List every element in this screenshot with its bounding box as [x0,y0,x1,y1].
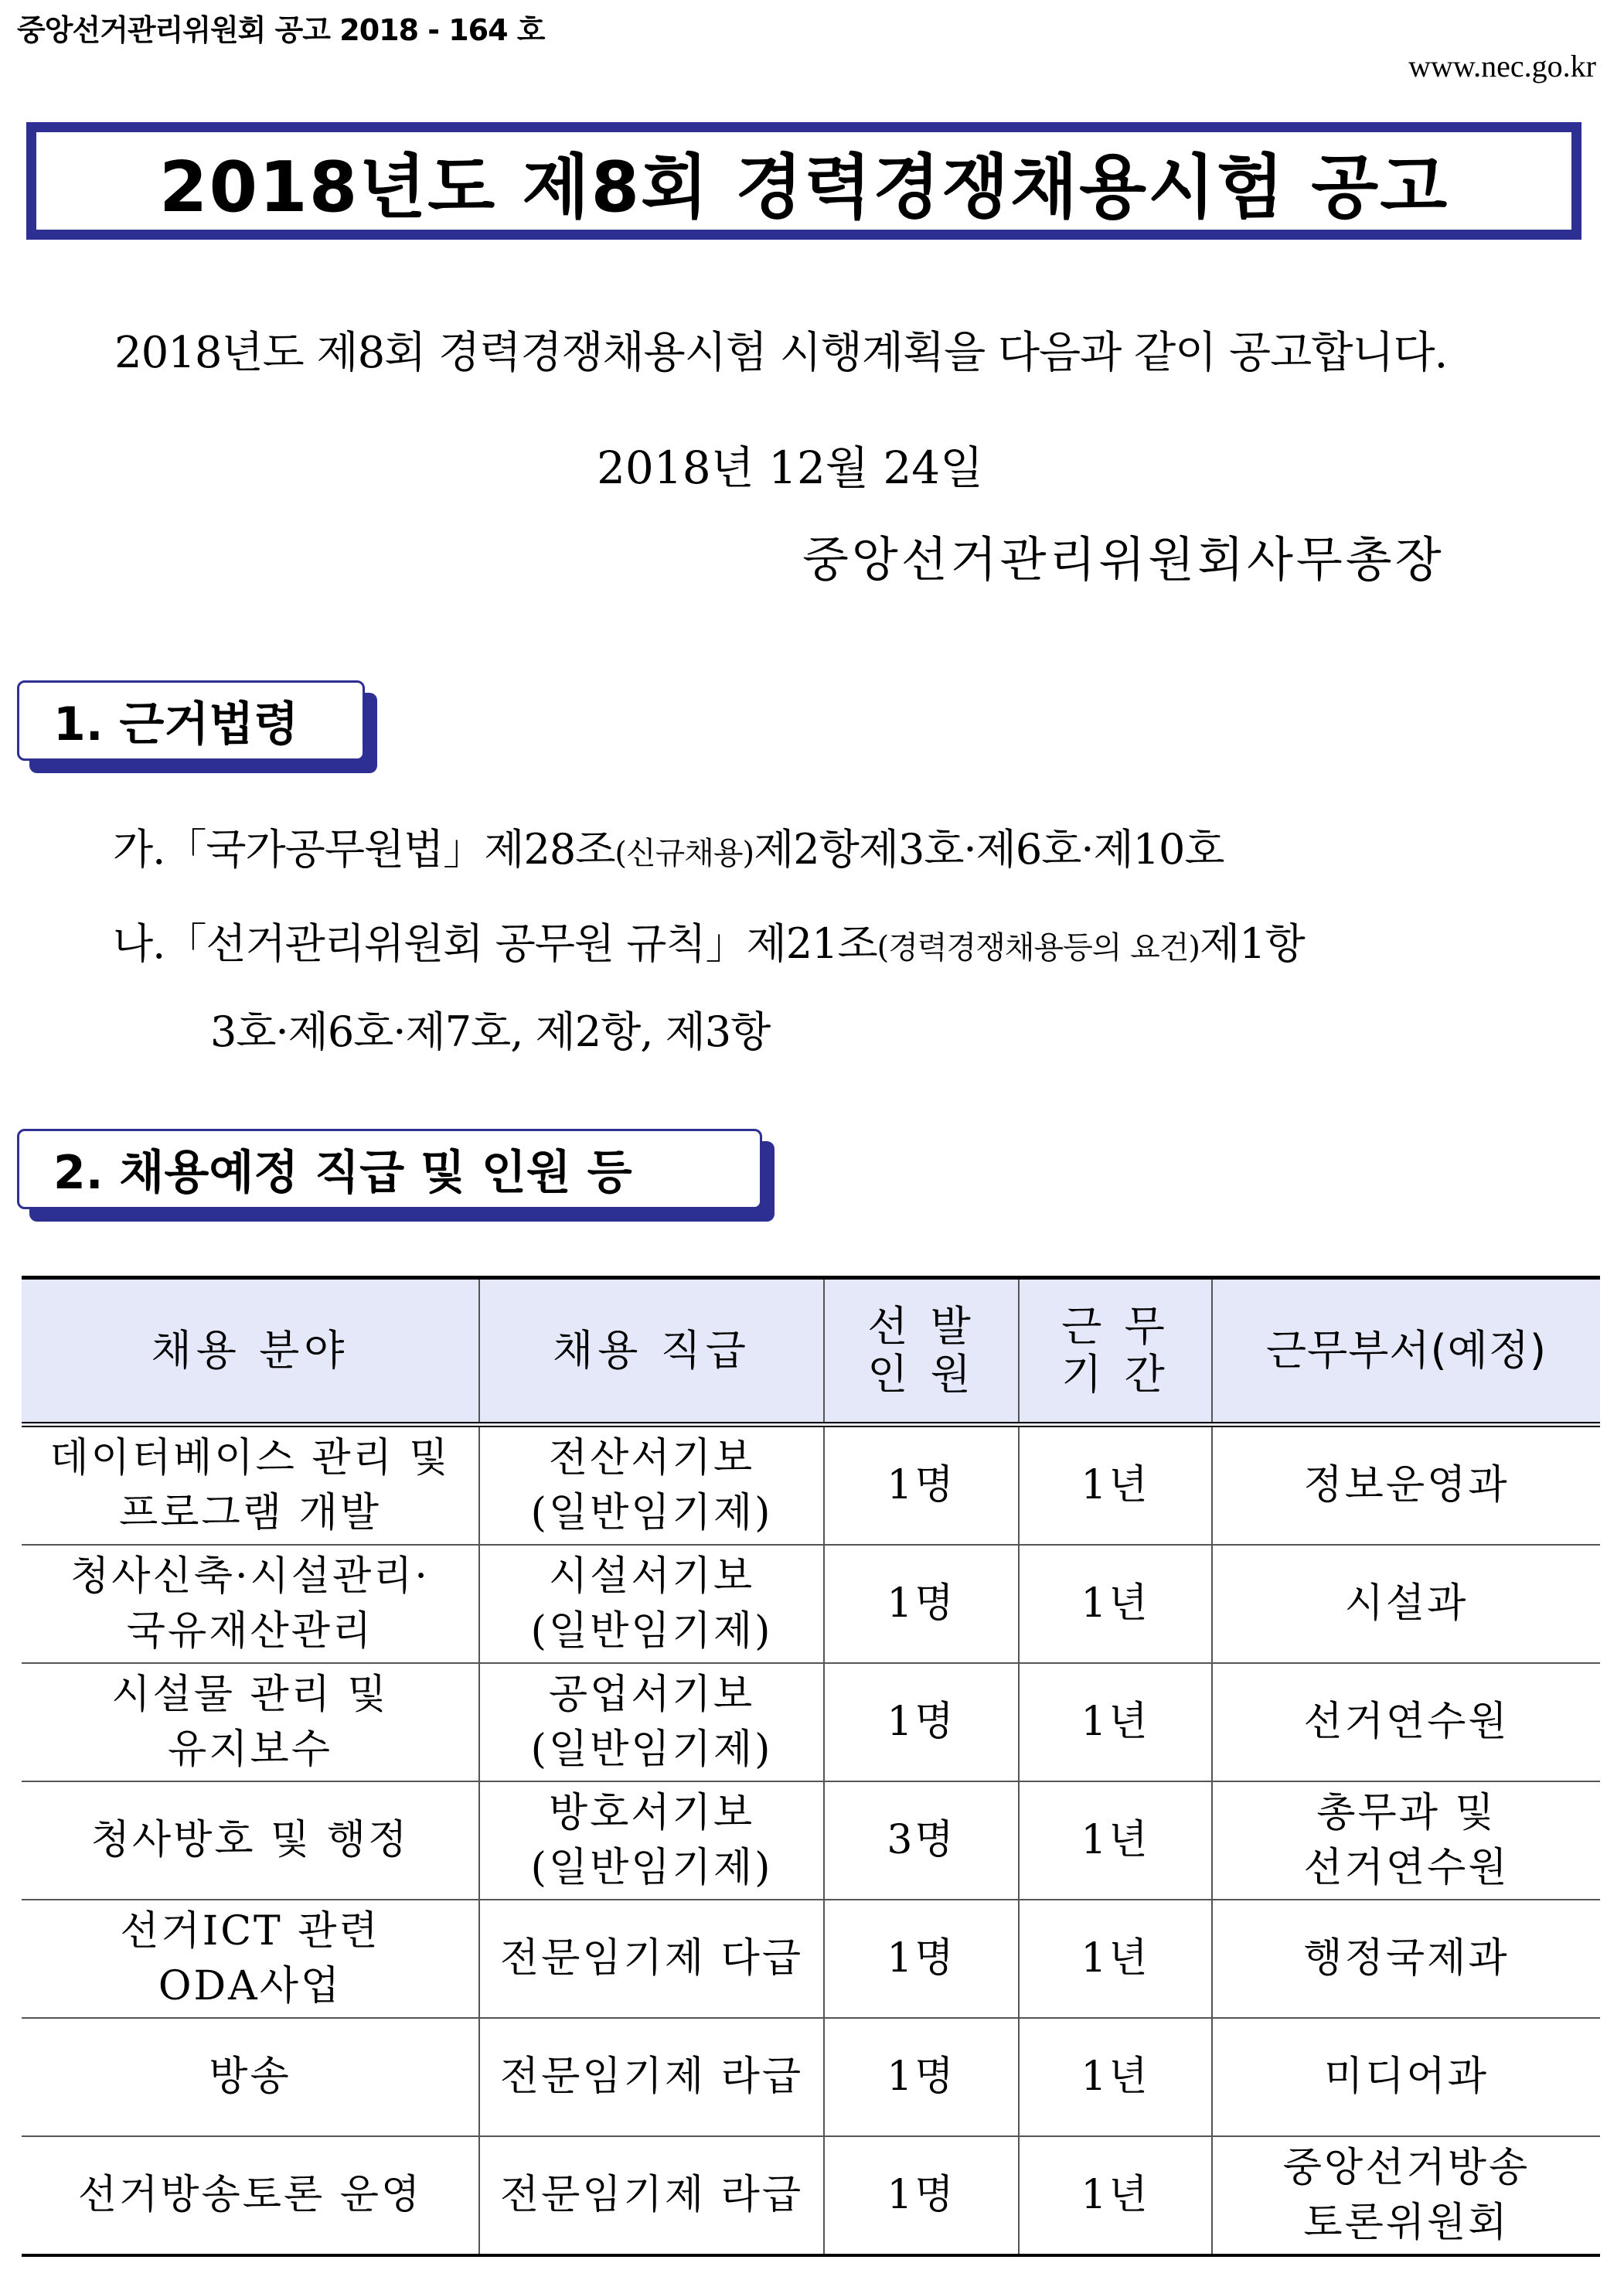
notice-date: 2018년 12월 24일 [597,441,984,494]
title-box [26,122,1581,240]
section-heading-front [17,1129,762,1209]
website-url: www.nec.go.kr [1408,49,1596,84]
cell-grade [479,1781,824,1900]
cell-period: 1년 [1019,1545,1212,1663]
table-row [22,2136,1600,2255]
cell-count: 1명 [824,1663,1019,1781]
cell-period: 1년 [1019,1900,1212,2018]
cell-field [22,2136,479,2255]
recruitment-table [22,1276,1600,2257]
law-item-2-main: 나.「선거관리위원회 공무원 규칙」제21조 [113,919,877,968]
cell-field [22,1663,479,1781]
cell-grade-line1: 전문임기제 다급 [499,1935,804,1982]
cell-grade-line1: 전문임기제 라급 [499,2054,804,2101]
cell-dept-line1: 행정국제과 [1303,1935,1510,1982]
cell-dept [1212,1900,1600,2018]
header-count [824,1278,1019,1425]
cell-grade-line1: 공업서기보 [548,1672,755,1719]
header-field: 채용 분야 [22,1278,479,1425]
cell-dept [1212,1545,1600,1663]
section-2-heading-box [17,1129,775,1222]
cell-field-line2: 프로그램 개발 [119,1489,381,1536]
table-row [22,1425,1600,1546]
cell-field [22,1781,479,1900]
header-dept: 근무부서(예정) [1212,1278,1600,1425]
cell-period: 1년 [1019,1425,1212,1546]
header-period-line1: 근 무 [1061,1301,1169,1351]
table-row [22,1545,1600,1663]
cell-grade-line2: (일반임기제) [530,1726,773,1773]
header-period-line2: 기 간 [1061,1350,1169,1399]
cell-field [22,1425,479,1546]
cell-dept [1212,2018,1600,2136]
cell-dept [1212,2136,1600,2255]
cell-grade-line2: (일반임기제) [530,1489,773,1536]
notice-number: 중앙선거관리위원회 공고 2018 - 164 호 [17,13,545,47]
header-count-line1: 선 발 [867,1301,975,1351]
cell-field-line1: 시설물 관리 및 [111,1672,389,1719]
cell-field [22,2018,479,2136]
section-heading-front [17,680,365,761]
cell-field [22,1900,479,2018]
law-item-1-main: 가.「국가공무원법」제28조 [113,825,615,874]
law-item-2 [113,911,1305,970]
cell-dept-line1: 중앙선거방송 [1282,2145,1530,2192]
cell-grade [479,1663,824,1781]
cell-dept-line1: 미디어과 [1324,2054,1489,2101]
cell-dept-line1: 총무과 및 [1316,1790,1496,1837]
cell-grade [479,1900,824,2018]
law-item-1-rest: 제2항제3호·제6호·제10호 [754,825,1224,874]
law-item-2-note: (경력경쟁채용등의 요건) [877,930,1200,966]
cell-grade [479,2018,824,2136]
cell-dept-line1: 정보운영과 [1303,1462,1510,1509]
table-row [22,1781,1600,1900]
cell-count: 3명 [824,1781,1019,1900]
cell-period: 1년 [1019,1781,1212,1900]
law-item-1-note: (신규채용) [615,836,754,871]
header-count-line2: 인 원 [867,1350,975,1399]
cell-dept [1212,1425,1600,1546]
table-row [22,1663,1600,1781]
section-2-heading: 2. 채용예정 직급 및 인원 등 [53,1146,632,1200]
cell-field-line1: 청사방호 및 행정 [90,1817,410,1864]
cell-field-line1: 선거ICT 관련 [120,1908,380,1955]
cell-grade-line2: (일반임기제) [530,1607,773,1655]
cell-grade [479,2136,824,2255]
cell-field-line1: 방송 [209,2054,291,2101]
page-title: 2018년도 제8회 경력경쟁채용시험 공고 [158,147,1449,228]
table-header-row [22,1278,1600,1425]
cell-field-line2: 국유재산관리 [126,1607,374,1655]
cell-field-line2: ODA사업 [158,1962,342,2009]
cell-field-line1: 데이터베이스 관리 및 [49,1435,451,1482]
cell-grade-line1: 전문임기제 라급 [499,2172,804,2219]
cell-dept-line2: 토론위원회 [1303,2199,1510,2246]
cell-field-line1: 청사신축·시설관리· [70,1553,430,1600]
cell-count: 1명 [824,2136,1019,2255]
cell-dept-line1: 선거연수원 [1303,1699,1510,1746]
cell-field [22,1545,479,1663]
cell-period: 1년 [1019,2018,1212,2136]
cell-period: 1년 [1019,1663,1212,1781]
cell-grade-line2: (일반임기제) [530,1844,773,1891]
cell-grade [479,1425,824,1546]
cell-count: 1명 [824,1900,1019,2018]
section-1-heading: 1. 근거법령 [53,697,299,752]
header-period [1019,1278,1212,1425]
law-item-2-rest: 제1항 [1200,919,1305,968]
section-1-heading-box [17,680,377,773]
table-row [22,2018,1600,2136]
cell-grade-line1: 시설서기보 [548,1553,755,1600]
cell-count: 1명 [824,1545,1019,1663]
cell-dept-line2: 선거연수원 [1303,1844,1510,1891]
cell-grade [479,1545,824,1663]
cell-grade-line1: 전산서기보 [548,1435,755,1482]
cell-count: 1명 [824,2018,1019,2136]
cell-dept [1212,1781,1600,1900]
issuer-name: 중앙선거관리위원회사무총장 [802,531,1445,588]
cell-dept [1212,1663,1600,1781]
cell-count: 1명 [824,1425,1019,1546]
law-item-1 [113,816,1224,876]
header-grade: 채용 직급 [479,1278,824,1425]
cell-period: 1년 [1019,2136,1212,2255]
law-item-2-continued: 3호·제6호·제7호, 제2항, 제3항 [210,1007,771,1056]
cell-field-line2: 유지보수 [168,1726,332,1773]
cell-dept-line1: 시설과 [1344,1580,1469,1628]
table-row [22,1900,1600,2018]
cell-field-line1: 선거방송토론 운영 [77,2172,423,2219]
intro-text: 2018년도 제8회 경력경쟁채용시험 시행계획을 다음과 같이 공고합니다. [114,328,1448,378]
cell-grade-line1: 방호서기보 [548,1790,755,1837]
